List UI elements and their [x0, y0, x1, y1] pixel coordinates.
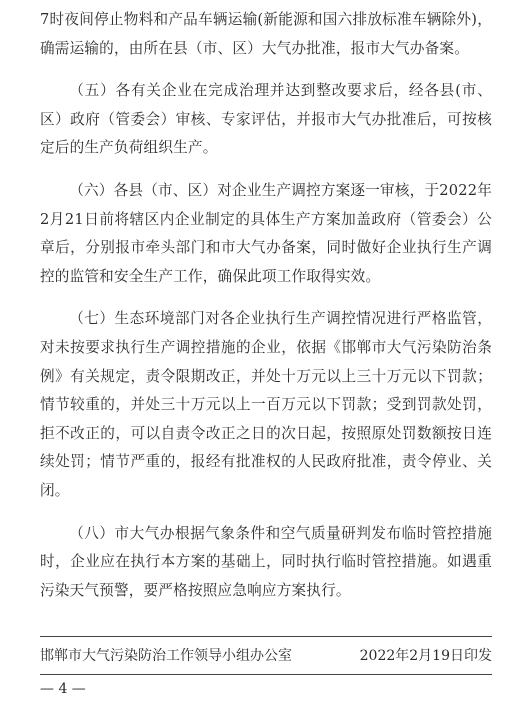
paragraph-item-6: （六）各县（市、区）对企业生产调控方案逐一审核，于2022年2月21日前将辖区内企业制定的具体生产方案加盖政府（管委会）公章后，分别报市牵头部门和市大气办备案，同时做好企业执行生产调控的监管和安全生产工作，确保此项工作取得实效。 — [40, 181, 492, 285]
page-number: — 4 — — [40, 681, 86, 697]
issue-date: 2022年2月19日印发 — [359, 648, 492, 664]
issuer-name: 邯郸市大气污染防治工作领导小组办公室 — [40, 648, 292, 664]
footer-divider-bottom — [40, 674, 492, 675]
body-text — [40, 6, 492, 605]
paragraph-item-8: （八）市大气办根据气象条件和空气质量研判发布临时管控措施时，企业应在执行本方案的基础上，同时执行临时管控措施。如遇重污染天气预警，要严格按照应急响应方案执行。 — [40, 524, 492, 599]
paragraph-continuation: 7时夜间停止物料和产品车辆运输(新能源和国六排放标准车辆除外)，确需运输的，由所在县（市、区）大气办批准，报市大气办备案。 — [40, 11, 492, 57]
footer-divider-top — [40, 636, 492, 637]
paragraph-item-5: （五）各有关企业在完成治理并达到整改要求后，经各县(市、区）政府（管委会）审核、专家评估，并报市大气办批准后，可按核定后的生产负荷组织生产。 — [40, 82, 492, 157]
paragraph-item-7: （七）生态环境部门对各企业执行生产调控情况进行严格监管，对未按要求执行生产调控措施的企业，依据《邯郸市大气污染防治条例》有关规定，责令限期改正，并处十万元以上三十万元以下罚款；情节较重的，并处三十万元以上一百万元以下罚款；受到罚款处罚，拒不改正的，可以自责令改正之日的次日起，按照原处罚数额按日连续处罚；情节严重的，报经有批准权的人民政府批准，责令停业、关闭。 — [40, 310, 492, 499]
issuance-footer — [40, 645, 492, 667]
